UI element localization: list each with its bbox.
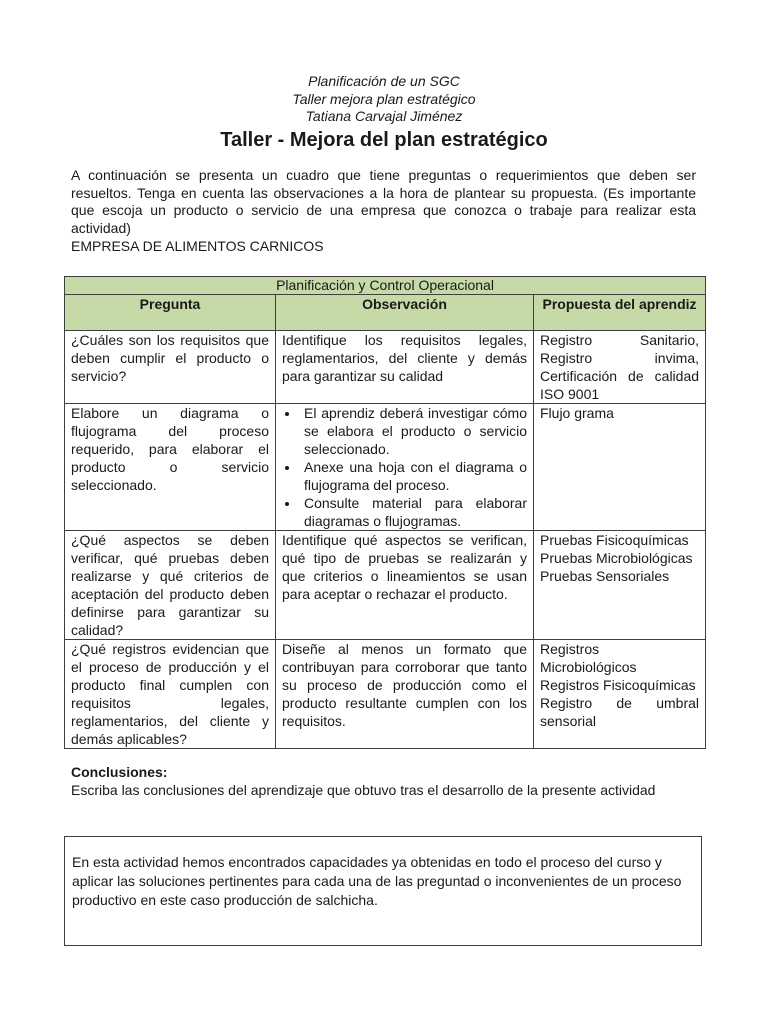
list-item: • El aprendiz deberá investigar cómo se elabora el producto o servicio seleccionado.	[300, 404, 527, 458]
observation-cell	[276, 404, 534, 531]
proposal-text: Registro de umbral sensorial	[540, 695, 700, 729]
proposal-cell	[534, 404, 706, 531]
planning-table	[64, 276, 706, 749]
table-row	[65, 531, 706, 640]
conclusions-section	[71, 764, 696, 799]
proposal-text: Registro Sanitario, Registro invima, Certificación de calidad ISO 9001	[540, 332, 700, 402]
observation-bullet-list	[282, 404, 527, 530]
conclusions-instruction: Escriba las conclusiones del aprendizaje que obtuvo tras el desarrollo de la presente actividad	[71, 781, 656, 798]
list-item: • Anexe una hoja con el diagrama o flujograma del proceso.	[300, 458, 527, 494]
document-header	[0, 73, 768, 153]
header-observacion: Observación	[276, 295, 534, 331]
proposal-text: Flujo grama	[540, 405, 614, 421]
proposal-cell	[534, 331, 706, 404]
table-band-title: Planificación y Control Operacional	[65, 277, 706, 295]
conclusions-heading: Conclusiones:	[71, 764, 168, 780]
question-cell: Elabore un diagrama o flujograma del proceso requerido, para elaborar el producto o servicio seleccionado.	[65, 404, 276, 531]
conclusions-answer: En esta actividad hemos encontrados capacidades ya obtenidas en todo el proceso del curso y aplicar las soluciones pertinentes para cada una de las preguntad o inconvenientes de un proceso productivo en este caso producción de salchicha.	[72, 854, 682, 908]
page-title: Taller - Mejora del plan estratégico	[220, 128, 548, 151]
workshop-name: Taller mejora plan estratégico	[292, 90, 476, 107]
company-name: EMPRESA DE ALIMENTOS CARNICOS	[71, 238, 324, 254]
conclusions-answer-box	[64, 836, 702, 946]
observation-cell: Diseñe al menos un formato que contribuyan para corroborar que tanto su proceso de producción como el producto resultante cumplen con los requisitos.	[276, 640, 534, 749]
observation-cell: Identifique los requisitos legales, reglamentarios, del cliente y demás para garantizar su calidad	[276, 331, 534, 404]
proposal-cell	[534, 640, 706, 749]
course-name: Planificación de un SGC	[308, 73, 460, 89]
proposal-cell	[534, 531, 706, 640]
question-cell: ¿Qué registros evidencian que el proceso de producción y el producto final cumplen con requisitos legales, reglamentarios, del cliente y demás aplicables?	[65, 640, 276, 749]
table-row	[65, 404, 706, 531]
proposal-text: Registros Microbiológicos	[540, 641, 637, 675]
header-propuesta: Propuesta del aprendiz	[534, 295, 706, 331]
author-name: Tatiana Carvajal Jiménez	[305, 108, 463, 124]
intro-paragraph: A continuación se presenta un cuadro que tiene preguntas o requerimientos que deben ser resueltos. Tenga en cuenta las observaciones a la hora de plantear su propuesta. (Es importante que escoja un producto o servicio de una empresa que conozca o trabaje para realizar esta actividad)	[71, 167, 696, 236]
proposal-text: Pruebas Sensoriales	[540, 568, 670, 584]
question-cell: ¿Cuáles son los requisitos que deben cumplir el producto o servicio?	[65, 331, 276, 404]
proposal-text: Registros Fisicoquímicas	[540, 677, 696, 693]
question-cell: ¿Qué aspectos se deben verificar, qué pruebas deben realizarse y qué criterios de aceptación del producto deben definirse para garantizar su calidad?	[65, 531, 276, 640]
table-row	[65, 331, 706, 404]
intro-section	[71, 167, 696, 256]
list-item: • Consulte material para elaborar diagramas o flujogramas.	[300, 494, 527, 530]
table-row	[65, 640, 706, 749]
proposal-text: Pruebas Microbiológicas	[540, 550, 693, 566]
header-pregunta: Pregunta	[65, 295, 276, 331]
proposal-text: Pruebas Fisicoquímicas	[540, 532, 689, 548]
observation-cell: Identifique qué aspectos se verifican, qué tipo de pruebas se realizarán y que criterios o lineamientos se usan para aceptar o rechazar el producto.	[276, 531, 534, 640]
